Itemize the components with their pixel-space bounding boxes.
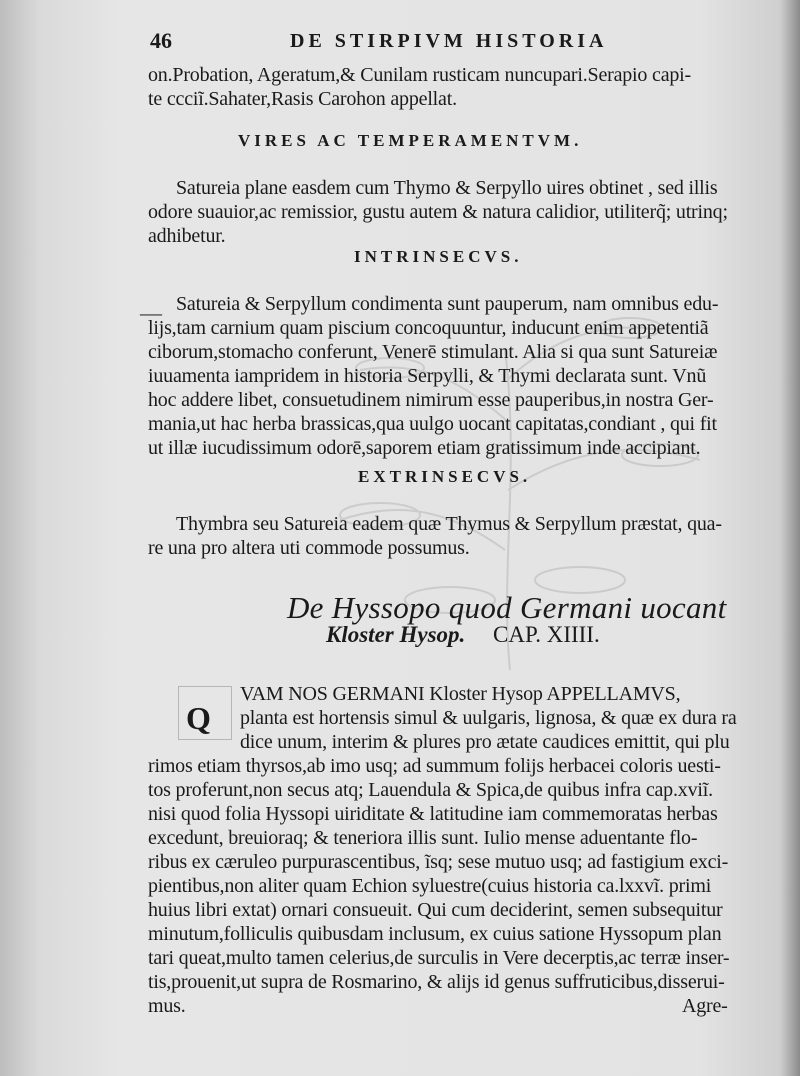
- intro-line: on.Probation, Ageratum,& Cunilam rusticam nuncupari.Serapio capi-: [148, 64, 691, 86]
- section-line: Thymbra seu Satureia eadem quæ Thymus & Serpyllum præstat, qua-: [176, 513, 722, 535]
- section-line: hoc addere libet, consuetudinem nimirum esse pauperibus,in nostra Ger-: [148, 389, 714, 411]
- page-number: 46: [150, 28, 172, 53]
- chapter-line: mus.: [148, 995, 186, 1017]
- section-line: mania,ut hac herba brassicas,qua uulgo uocant capitatas,condiant , qui fit: [148, 413, 717, 435]
- section-line: ut illæ iucudissimum odorē,saporem etiam gratissimum inde accipiant.: [148, 437, 701, 459]
- section-heading-vires: VIRES AC TEMPERAMENTVM.: [238, 131, 583, 150]
- section-line: Satureia & Serpyllum condimenta sunt pauperum, nam omnibus edu-: [176, 293, 719, 315]
- chapter-line: ribus ex cæruleo purpurascentibus, ĩsq; sese mutuo usq; ad fastigium exci-: [148, 851, 729, 873]
- chapter-german-name: Kloster Hysop.: [326, 622, 466, 647]
- page-header: [150, 28, 650, 58]
- chapter-line: minutum,folliculis quibusdam inclusum, ex cuius satione Hyssopum plan: [148, 923, 722, 945]
- chapter-number: CAP. XIIII.: [493, 622, 600, 647]
- chapter-line: tari queat,multo tamen celerius,de surculis in Vere decerptis,ac terræ inser-: [148, 947, 730, 969]
- section-line: lijs,tam carnium quam piscium concoquuntur, inducunt enim appetentiã: [148, 317, 709, 339]
- running-title: DE STIRPIVM HISTORIA: [290, 30, 608, 52]
- chapter-line: tis,prouenit,ut supra de Rosmarino, & alijs id genus suffruticibus,disserui-: [148, 971, 725, 993]
- section-line: ciborum,stomacho conferunt, Venerē stimulant. Alia si qua sunt Satureiæ: [148, 341, 718, 363]
- section-line: adhibetur.: [148, 225, 226, 247]
- section-heading-extrinsecus: EXTRINSECVS.: [358, 467, 532, 486]
- section-line: odore suauior,ac remissior, gustu autem & natura calidior, utiliterq̃; utrinq;: [148, 201, 728, 223]
- catchword: Agre-: [682, 995, 728, 1017]
- chapter-line: tos proferunt,non secus atq; Lauendula & Spica,de quibus infra cap.xviĩ.: [148, 779, 713, 801]
- section-heading-intrinsecus: INTRINSECVS.: [354, 247, 523, 266]
- section-line: re una pro altera uti commode possumus.: [148, 537, 470, 559]
- chapter-line: pientibus,non aliter quam Echion syluestre(cuius historia ca.lxxvĩ. primi: [148, 875, 712, 897]
- chapter-subtitle: [326, 622, 600, 648]
- intro-line: te ccciĩ.Sahater,Rasis Carohon appellat.: [148, 88, 457, 110]
- chapter-line: planta est hortensis simul & uulgaris, lignosa, & quæ ex dura ra: [240, 707, 737, 729]
- chapter-line: huius libri extat) ornari consueuit. Qui cum deciderint, semen subsequitur: [148, 899, 723, 921]
- margin-dash-mark: —: [140, 300, 162, 325]
- chapter-line: excedunt, breuioraq; & teneriora illis sunt. Iulio mense aduentante flo-: [148, 827, 698, 849]
- chapter-line: dice unum, interim & plures pro ætate caudices emittit, qui plu: [240, 731, 730, 753]
- chapter-line: VAM NOS GERMANI Kloster Hysop APPELLAMVS,: [240, 683, 681, 705]
- chapter-title: De Hyssopo quod Germani uocant: [287, 590, 727, 625]
- section-line: Satureia plane easdem cum Thymo & Serpyllo uires obtinet , sed illis: [176, 177, 718, 199]
- section-line: iuuamenta iampridem in historia Serpylli, & Thymi declarata sunt. Vnũ: [148, 365, 707, 387]
- chapter-line: nisi quod folia Hyssopi uiriditate & latitudine iam commemoratas herbas: [148, 803, 718, 825]
- drop-initial: Q: [186, 700, 211, 736]
- chapter-line: rimos etiam thyrsos,ab imo usq; ad summum folijs herbacei coloris uesti-: [148, 755, 721, 777]
